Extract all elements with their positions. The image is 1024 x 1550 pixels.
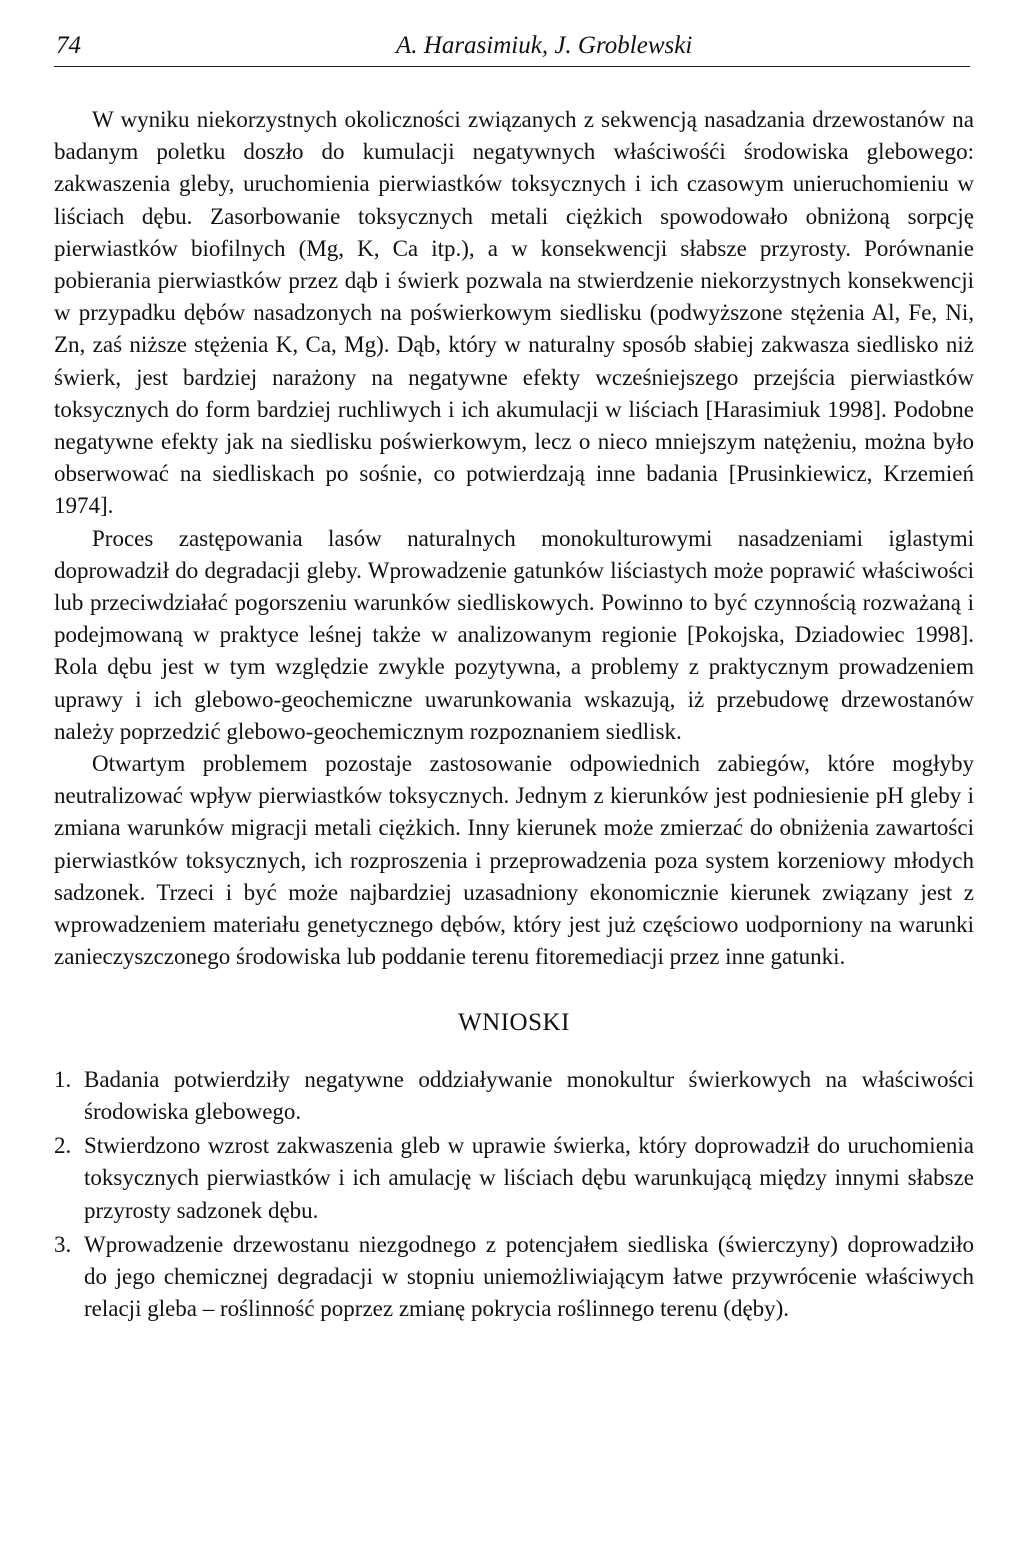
page-number: 74 xyxy=(56,32,81,59)
conclusion-text: Wprowadzenie drzewostanu niezgodnego z potencjałem siedliska (świerczyny) doprowadziło do jego chemicznej degradacji w stopniu uniemożliwiającym łatwe przywrócenie właściwych relacji gleba – roślinność poprzez zmianę pokrycia roślinnego terenu (dęby). xyxy=(84,1231,974,1322)
running-header xyxy=(54,26,970,67)
conclusion-text: Badania potwierdziły negatywne oddziaływanie monokultur świerkowych na właściwości środowiska glebowego. xyxy=(84,1066,974,1124)
conclusion-text: Stwierdzono wzrost zakwaszenia gleb w uprawie świerka, który doprowadził do uruchomienia toksycznych pierwiastków i ich amulację w liściach dębu warunkującą między innymi słabsze przyrosty sadzonek dębu. xyxy=(84,1133,974,1223)
running-header-authors: A. Harasimiuk, J. Groblewski xyxy=(396,32,693,59)
conclusion-item xyxy=(54,1130,974,1227)
article-body xyxy=(54,104,974,1327)
section-title-conclusions: WNIOSKI xyxy=(458,1009,570,1037)
conclusion-number: 1. xyxy=(54,1066,72,1092)
body-paragraph: W wyniku niekorzystnych okoliczności związanych z sekwencją nasadzania drzewostanów na badanym poletku doszło do kumulacji negatywnych właściwośći środowiska glebowego: zakwaszenia gleby, uruchomienia pierwiastków toksycznych i ich czasowym unieruchomieniu w liściach dębu. Zasorbowanie toksycznych metali ciężkich spowodowało obniżoną sorpcję pierwiastków biofilnych (Mg, K, Ca itp.), a w konsekwencji słabsze przyrosty. Porównanie pobierania pierwiastków przez dąb i świerk pozwala na stwierdzenie niekorzystnych konsekwencji w przypadku dębów nasadzonych na poświerkowym siedlisku (podwyższone stężenia Al, Fe, Ni, Zn, zaś niższe stężenia K, Ca, Mg). Dąb, który w naturalny sposób słabiej zakwasza siedlisko niż świerk, jest bardziej narażony na negatywne efekty wcześniejszego przejścia pierwiastków toksycznych do form bardziej ruchliwych i ich akumulacji w liściach [Harasimiuk 1998]. Podobne negatywne efekty jak na siedlisku poświerkowym, lecz o nieco mniejszym natężeniu, można było obserwować na siedliskach po sośnie, co potwierdzają inne badania [Prusinkiewicz, Krzemień 1974]. xyxy=(54,107,974,519)
body-paragraph: Proces zastępowania lasów naturalnych monokulturowymi nasadzeniami iglastymi doprowadził do degradacji gleby. Wprowadzenie gatunków liściastych może poprawić właściwości lub przeciwdziałać pogorszeniu warunków siedliskowych. Powinno to być czynnością rozważaną i podejmowaną w praktyce leśnej także w analizowanym regionie [Pokojska, Dziadowiec 1998]. Rola dębu jest w tym względzie zwykle pozytywna, a problemy z praktycznym prowadzeniem uprawy i ich glebowo-geochemiczne uwarunkowania wskazują, iż przebudowę drzewostanów należy poprzedzić glebowo-geochemicznym rozpoznaniem siedlisk. xyxy=(54,525,974,744)
conclusion-number: 2. xyxy=(54,1133,72,1159)
conclusion-item xyxy=(54,1229,974,1326)
body-paragraph: Otwartym problemem pozostaje zastosowanie odpowiednich zabiegów, które mogłyby neutralizować wpływ pierwiastków toksycznych. Jednym z kierunków jest podniesienie pH gleby i zmiana warunków migracji metali ciężkich. Inny kierunek może zmierzać do obniżenia zawartości pierwiastków toksycznych, ich rozproszenia i przeprowadzenia poza system korzeniowy młodych sadzonek. Trzeci i być może najbardziej uzasadniony ekonomicznie kierunek związany jest z wprowadzeniem materiału genetycznego dębów, który jest już częściowo uodporniony na warunki zanieczyszczonego środowiska lub poddanie terenu fitoremediacji przez inne gatunki. xyxy=(54,751,974,970)
conclusions-list xyxy=(54,1064,974,1326)
conclusion-item xyxy=(54,1064,974,1128)
conclusion-number: 3. xyxy=(54,1231,72,1257)
